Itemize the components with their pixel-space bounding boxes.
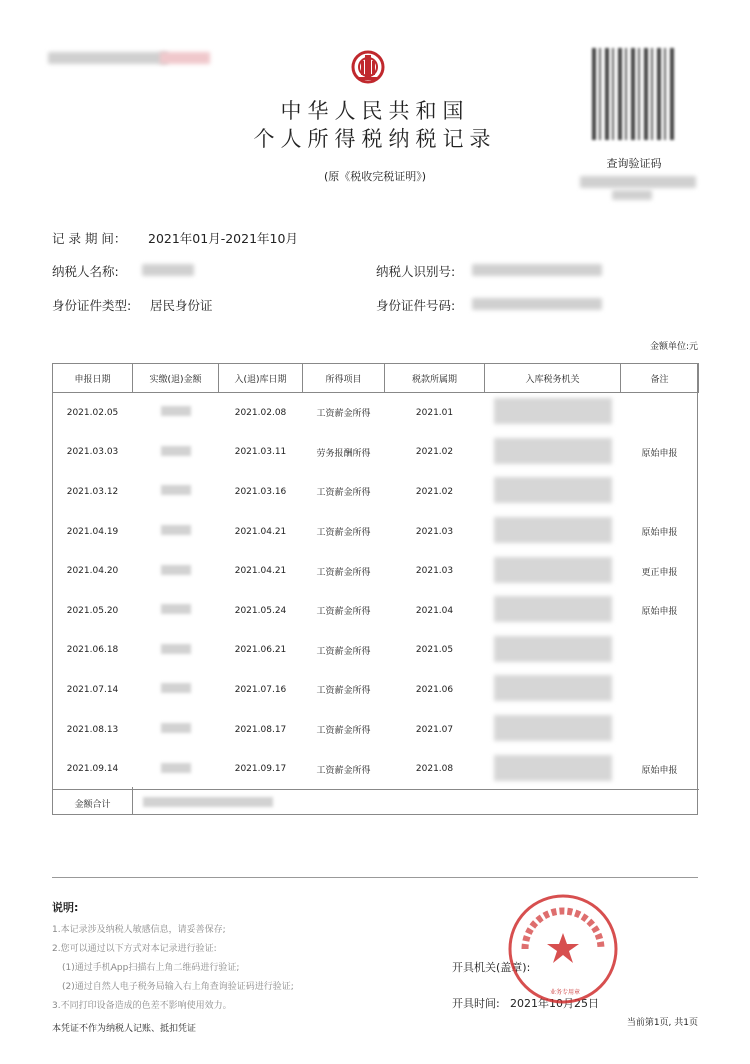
redacted-total-amount: [143, 797, 273, 807]
table-row: [53, 749, 699, 789]
declare-date: 2021.05.20: [66, 605, 119, 616]
remark: [621, 472, 699, 512]
redacted-tax-authority: [494, 438, 612, 464]
tax-period: 2021.01: [415, 407, 454, 418]
remark: 原始申报: [641, 528, 678, 539]
remark: 原始申报: [641, 448, 678, 459]
declare-date: 2021.07.14: [66, 684, 119, 695]
col-header-amount: 实缴(退)金额: [133, 364, 219, 393]
qr-label: 查询验证码: [606, 157, 662, 170]
id-number-label: 身份证件号码:: [376, 298, 456, 313]
remark: 原始申报: [641, 607, 678, 618]
tax-record-table: [52, 363, 699, 818]
storage-date: 2021.08.17: [234, 724, 287, 735]
notes-title: 说明:: [52, 901, 79, 914]
issue-time-label: 开具时间:: [452, 997, 500, 1010]
declare-date: 2021.08.13: [66, 724, 119, 735]
col-header-tax-authority: 入库税务机关: [485, 364, 621, 393]
storage-date: 2021.03.11: [234, 447, 287, 458]
income-item: 工资薪金所得: [316, 686, 371, 697]
tax-period: 2021.03: [415, 566, 454, 577]
verification-qr-code[interactable]: [592, 48, 676, 140]
income-item: 工资薪金所得: [316, 488, 371, 499]
declare-date: 2021.03.12: [66, 486, 119, 497]
income-item: 工资薪金所得: [316, 765, 371, 776]
remark: [621, 710, 699, 750]
storage-date: 2021.06.21: [234, 645, 287, 656]
redacted-id-number: [472, 298, 602, 310]
document-subtitle: (原《税收完税证明》): [323, 170, 427, 183]
redacted-amount: [161, 723, 191, 733]
note-line: 2.您可以通过以下方式对本记录进行验证:: [52, 944, 217, 954]
table-row: [53, 551, 699, 591]
remark: [621, 393, 699, 433]
income-item: 劳务报酬所得: [316, 448, 371, 459]
tax-period: 2021.05: [415, 645, 454, 656]
tax-emblem-icon: [349, 47, 387, 85]
disclaimer: 本凭证不作为纳税人记账、抵扣凭证: [52, 1024, 197, 1034]
tax-period: 2021.02: [415, 486, 454, 497]
tax-period: 2021.08: [415, 764, 454, 775]
notes-divider: [52, 877, 698, 878]
col-header-storage-date: 入(退)库日期: [219, 364, 303, 393]
income-item: 工资薪金所得: [316, 726, 371, 737]
storage-date: 2021.09.17: [234, 764, 287, 775]
income-item: 工资薪金所得: [316, 409, 371, 420]
storage-date: 2021.05.24: [234, 605, 287, 616]
redacted-tax-authority: [494, 557, 612, 583]
col-header-tax-period: 税款所属期: [385, 364, 485, 393]
tax-period: 2021.06: [415, 684, 454, 695]
id-type-label: 身份证件类型:: [52, 298, 132, 313]
income-item: 工资薪金所得: [316, 646, 371, 657]
total-label: 金额合计: [53, 789, 133, 818]
income-item: 工资薪金所得: [316, 528, 371, 539]
col-header-declare-date: 申报日期: [53, 364, 133, 393]
table-row: [53, 670, 699, 710]
remark: [621, 670, 699, 710]
income-item: 工资薪金所得: [316, 567, 371, 578]
table-row: [53, 393, 699, 433]
redacted-tax-authority: [494, 596, 612, 622]
tax-period: 2021.03: [415, 526, 454, 537]
table-header-row: [53, 364, 699, 393]
remark: 更正申报: [641, 567, 678, 578]
storage-date: 2021.03.16: [234, 486, 287, 497]
redacted-tax-authority: [494, 398, 612, 424]
redacted-tax-authority: [494, 477, 612, 503]
table-row: [53, 710, 699, 750]
note-line: (1)通过手机App扫描右上角二维码进行验证;: [62, 963, 240, 973]
taxpayer-name-label: 纳税人名称:: [52, 264, 119, 279]
tax-period: 2021.02: [415, 447, 454, 458]
redacted-tax-authority: [494, 517, 612, 543]
document-title-line2: 个人所得税纳税记录: [253, 127, 497, 151]
table-row: [53, 591, 699, 631]
note-line: (2)通过自然人电子税务局输入右上角查询验证码进行验证;: [62, 982, 294, 992]
income-item: 工资薪金所得: [316, 607, 371, 618]
storage-date: 2021.04.21: [234, 566, 287, 577]
issue-time-value: 2021年10月25日: [510, 997, 599, 1010]
redacted-tax-authority: [494, 715, 612, 741]
redacted-amount: [161, 604, 191, 614]
redacted-amount: [161, 644, 191, 654]
remark: 原始申报: [641, 765, 678, 776]
redacted-verify-code: [580, 176, 696, 188]
redacted-amount: [161, 485, 191, 495]
declare-date: 2021.02.05: [66, 407, 119, 418]
redacted-amount: [161, 565, 191, 575]
redacted-taxpayer-name: [142, 264, 194, 276]
col-header-remark: 备注: [621, 364, 699, 393]
tax-period: 2021.04: [415, 605, 454, 616]
table-row: [53, 512, 699, 552]
table-row: [53, 472, 699, 512]
storage-date: 2021.02.08: [234, 407, 287, 418]
id-type-value: 居民身份证: [150, 298, 213, 313]
period-value: 2021年01月-2021年10月: [148, 231, 298, 246]
redacted-tax-authority: [494, 755, 612, 781]
remark: [621, 631, 699, 671]
declare-date: 2021.03.03: [66, 447, 119, 458]
table-total-row: [53, 789, 699, 818]
redacted-amount: [161, 683, 191, 693]
note-line: 1.本记录涉及纳税人敏感信息，请妥善保存;: [52, 925, 226, 935]
declare-date: 2021.09.14: [66, 764, 119, 775]
amount-unit: 金额单位:元: [649, 342, 698, 352]
issuer-label: 开具机关(盖章):: [452, 961, 531, 974]
table-row: [53, 631, 699, 671]
declare-date: 2021.06.18: [66, 645, 119, 656]
note-line: 3.不同打印设备造成的色差不影响使用效力。: [52, 1001, 232, 1011]
page-info: 当前第1页, 共1页: [626, 1018, 698, 1028]
redacted-taxpayer-id: [472, 264, 602, 276]
redacted-amount: [161, 525, 191, 535]
redacted-tax-authority: [494, 636, 612, 662]
seal-label: 业务专用章: [549, 989, 580, 996]
tax-period: 2021.07: [415, 724, 454, 735]
redacted-amount: [161, 446, 191, 456]
taxpayer-id-label: 纳税人识别号:: [376, 264, 456, 279]
redacted-tax-authority: [494, 675, 612, 701]
period-label: 记 录 期 间：: [52, 231, 127, 246]
declare-date: 2021.04.20: [66, 566, 119, 577]
col-header-income-item: 所得项目: [303, 364, 385, 393]
redacted-verify-code-2: [612, 190, 652, 200]
redacted-amount: [161, 763, 191, 773]
document-title-line1: 中华人民共和国: [280, 99, 470, 123]
storage-date: 2021.04.21: [234, 526, 287, 537]
storage-date: 2021.07.16: [234, 684, 287, 695]
redacted-amount: [161, 406, 191, 416]
redacted-header-text-pink: [160, 52, 210, 64]
declare-date: 2021.04.19: [66, 526, 119, 537]
table-row: [53, 433, 699, 473]
redacted-header-text: [48, 52, 168, 64]
